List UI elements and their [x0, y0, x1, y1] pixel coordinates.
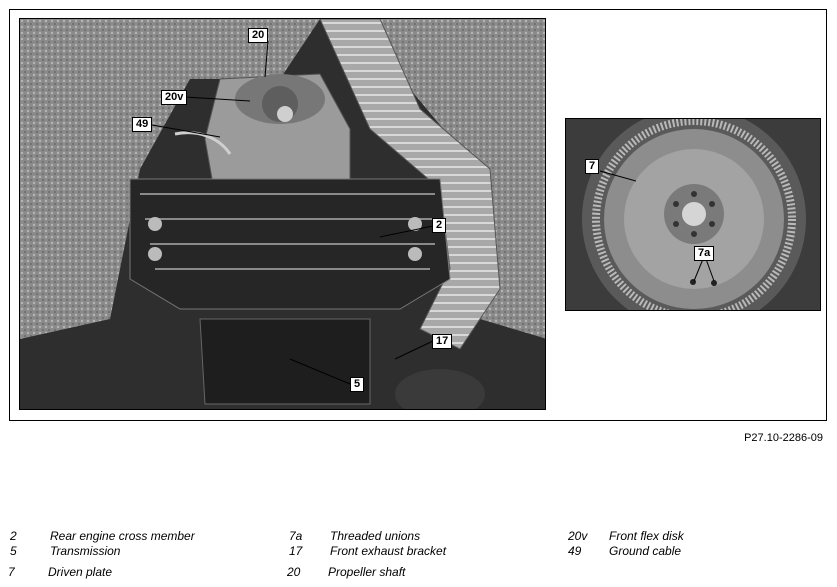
- callout-20v: 20v: [161, 90, 187, 105]
- underbody-photo: [19, 18, 546, 410]
- legend-text: Propeller shaft: [328, 565, 406, 579]
- flywheel-photo: [565, 118, 821, 311]
- legend-number: 20v: [568, 529, 588, 543]
- callout-7a: 7a: [694, 246, 714, 261]
- legend-number: 49: [568, 544, 582, 558]
- legend-text: Front flex disk: [609, 529, 684, 543]
- figure-frame: [9, 9, 827, 421]
- legend-number: 20: [287, 565, 301, 579]
- callout-17: 17: [432, 334, 452, 349]
- legend-text: Transmission: [50, 544, 121, 558]
- figure-id: P27.10-2286-09: [744, 432, 823, 444]
- callout-49: 49: [132, 117, 152, 132]
- legend-number: 17: [289, 544, 303, 558]
- legend-number: 5: [10, 544, 17, 558]
- callout-5: 5: [350, 377, 364, 392]
- legend-number: 2: [10, 529, 17, 543]
- legend-text: Front exhaust bracket: [330, 544, 447, 558]
- callout-7: 7: [585, 159, 599, 174]
- callout-2: 2: [432, 218, 446, 233]
- legend-text: Ground cable: [609, 544, 682, 558]
- legend-text: Driven plate: [48, 565, 113, 579]
- callout-20: 20: [248, 28, 268, 43]
- legend-number: 7: [8, 565, 15, 579]
- legend-number: 7a: [289, 529, 303, 543]
- legend-text: Threaded unions: [330, 529, 421, 543]
- legend-text: Rear engine cross member: [50, 529, 195, 543]
